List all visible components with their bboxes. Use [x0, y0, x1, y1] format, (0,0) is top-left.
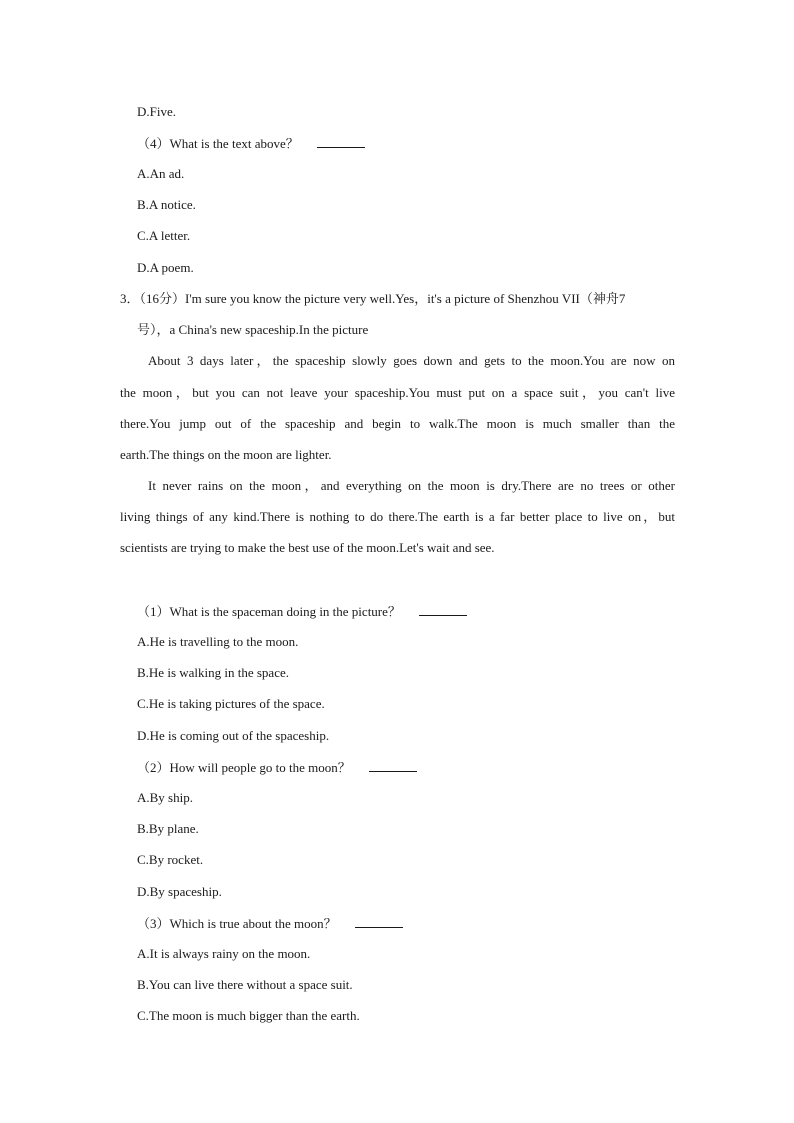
- q2-option-d: D.Five.: [137, 104, 176, 119]
- q3-sub2-option-c: C.By rocket.: [137, 852, 204, 867]
- q2-sub4-question: [137, 135, 365, 152]
- q2-sub4-option-a: A.An ad.: [137, 166, 185, 181]
- q3-sub2-option-d: D.By spaceship.: [137, 884, 222, 899]
- q3-para2-line2: living things of any kind.There is nothing to do there.The earth is a far better place to live on，but: [120, 509, 675, 524]
- q3-sub2-question-text: （2）How will people go to the moon？: [137, 760, 351, 775]
- answer-blank[interactable]: [419, 603, 467, 616]
- q2-sub4-option-d: D.A poem.: [137, 260, 194, 275]
- q3-sub3-question: [137, 915, 403, 932]
- q3-para1-line3: there.You jump out of the spaceship and begin to walk.The moon is much smaller than the: [120, 416, 675, 431]
- q3-para2-line1: It never rains on the moon，and everything on the moon is dry.There are no trees or other: [148, 478, 675, 493]
- q3-sub1-option-c: C.He is taking pictures of the space.: [137, 696, 325, 711]
- q3-header-line2: 号），a China's new spaceship.In the picture: [137, 322, 369, 337]
- q3-sub2-option-b: B.By plane.: [137, 821, 199, 836]
- q3-sub1-option-d: D.He is coming out of the spaceship.: [137, 728, 330, 743]
- q3-para1-line1: About 3 days later，the spaceship slowly goes down and gets to the moon.You are now on: [148, 353, 675, 368]
- answer-blank[interactable]: [355, 915, 403, 928]
- answer-blank[interactable]: [317, 135, 365, 148]
- q3-header-line1: 3．（16分）I'm sure you know the picture very well.Yes，it's a picture of Shenzhou VII（神舟7: [120, 291, 626, 306]
- q3-sub3-question-text: （3）Which is true about the moon？: [137, 916, 337, 931]
- q3-sub2-option-a: A.By ship.: [137, 790, 193, 805]
- q3-sub3-option-c: C.The moon is much bigger than the earth.: [137, 1008, 360, 1023]
- q3-sub2-question: [137, 759, 417, 776]
- q3-sub1-question-text: （1）What is the spaceman doing in the picture？: [137, 604, 401, 619]
- q3-sub3-option-b: B.You can live there without a space suit.: [137, 977, 353, 992]
- q3-para1-line4: earth.The things on the moon are lighter.: [120, 447, 332, 462]
- q2-sub4-option-c: C.A letter.: [137, 228, 191, 243]
- q3-sub1-option-a: A.He is travelling to the moon.: [137, 634, 299, 649]
- q3-sub1-question: [137, 603, 467, 620]
- q3-para1-line2: the moon，but you can not leave your spaceship.You must put on a space suit，you can't live: [120, 385, 675, 400]
- answer-blank[interactable]: [369, 759, 417, 772]
- q3-para2-line3: scientists are trying to make the best use of the moon.Let's wait and see.: [120, 540, 495, 555]
- q3-sub1-option-b: B.He is walking in the space.: [137, 665, 289, 680]
- q2-sub4-option-b: B.A notice.: [137, 197, 196, 212]
- q2-sub4-question-text: （4）What is the text above？: [137, 136, 299, 151]
- q3-sub3-option-a: A.It is always rainy on the moon.: [137, 946, 311, 961]
